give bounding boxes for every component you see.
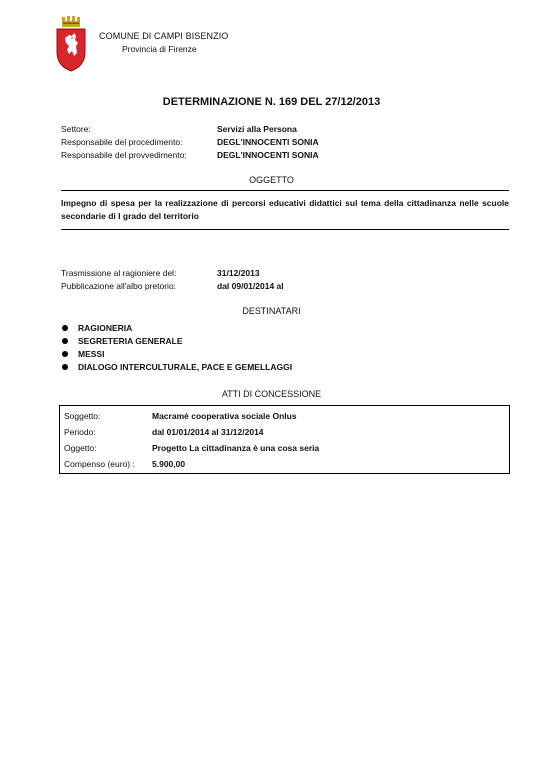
list-item: [61, 348, 292, 361]
oggetto-text: Impegno di spesa per la realizzazione di percorsi educativi didattici sul tema della cittadinanza nelle scuole secondarie di I grado del territorio: [61, 198, 509, 221]
destinatario-label: DIALOGO INTERCULTURALE, PACE E GEMELLAGGI: [78, 362, 293, 372]
trasmissione-value: 31/12/2013: [217, 268, 260, 278]
resp-procedimento-value: DEGL'INNOCENTI SONIA: [217, 137, 319, 147]
bullet-icon: [62, 325, 68, 331]
concessione-box: [59, 405, 510, 474]
oggetto-concessione-value: Progetto La cittadinanza è una cosa seria: [152, 443, 320, 453]
table-row: [60, 456, 509, 473]
destinatari-list: [61, 322, 292, 374]
periodo-label: Periodo:: [64, 427, 96, 437]
settore-label: Settore:: [61, 124, 91, 134]
list-item: [61, 322, 292, 335]
resp-provvedimento-label: Responsabile del provvedimento:: [61, 150, 187, 160]
list-item: [61, 361, 292, 374]
resp-provvedimento-value: DEGL'INNOCENTI SONIA: [217, 150, 319, 160]
pubblicazione-label: Pubblicazione all'albo pretorio:: [61, 281, 177, 291]
table-row: [60, 440, 509, 457]
bullet-icon: [62, 364, 68, 370]
oggetto-top-divider: [61, 190, 509, 191]
bullet-icon: [62, 351, 68, 357]
table-row: [60, 408, 509, 425]
ente-name: COMUNE DI CAMPI BISENZIO: [99, 31, 229, 41]
table-row: [60, 424, 509, 441]
periodo-value: dal 01/01/2014 al 31/12/2014: [152, 427, 264, 437]
trasmissione-label: Trasmissione al ragioniere del:: [61, 268, 177, 278]
soggetto-value: Macramè cooperativa sociale Onlus: [152, 411, 297, 421]
bullet-icon: [62, 338, 68, 344]
pubblicazione-value: dal 09/01/2014 al: [217, 281, 284, 291]
comune-crest-logo: [54, 16, 88, 72]
destinatario-label: MESSI: [78, 349, 105, 359]
province-name: Provincia di Firenze: [122, 44, 197, 54]
document-title: DETERMINAZIONE N. 169 DEL 27/12/2013: [162, 96, 381, 108]
compenso-value: 5.900,00: [152, 459, 186, 469]
resp-procedimento-label: Responsabile del procedimento:: [61, 137, 183, 147]
oggetto-heading: OGGETTO: [249, 175, 294, 185]
oggetto-concessione-label: Oggetto:: [64, 443, 97, 453]
list-item: [61, 335, 292, 348]
destinatario-label: SEGRETERIA GENERALE: [78, 336, 183, 346]
destinatari-heading: DESTINATARI: [242, 306, 301, 316]
settore-value: Servizi alla Persona: [217, 124, 297, 134]
destinatario-label: RAGIONERIA: [78, 323, 133, 333]
oggetto-bottom-divider: [61, 229, 509, 230]
concessione-heading: ATTI DI CONCESSIONE: [221, 389, 322, 399]
soggetto-label: Soggetto:: [64, 411, 101, 421]
compenso-label: Compenso (euro) :: [64, 459, 135, 469]
